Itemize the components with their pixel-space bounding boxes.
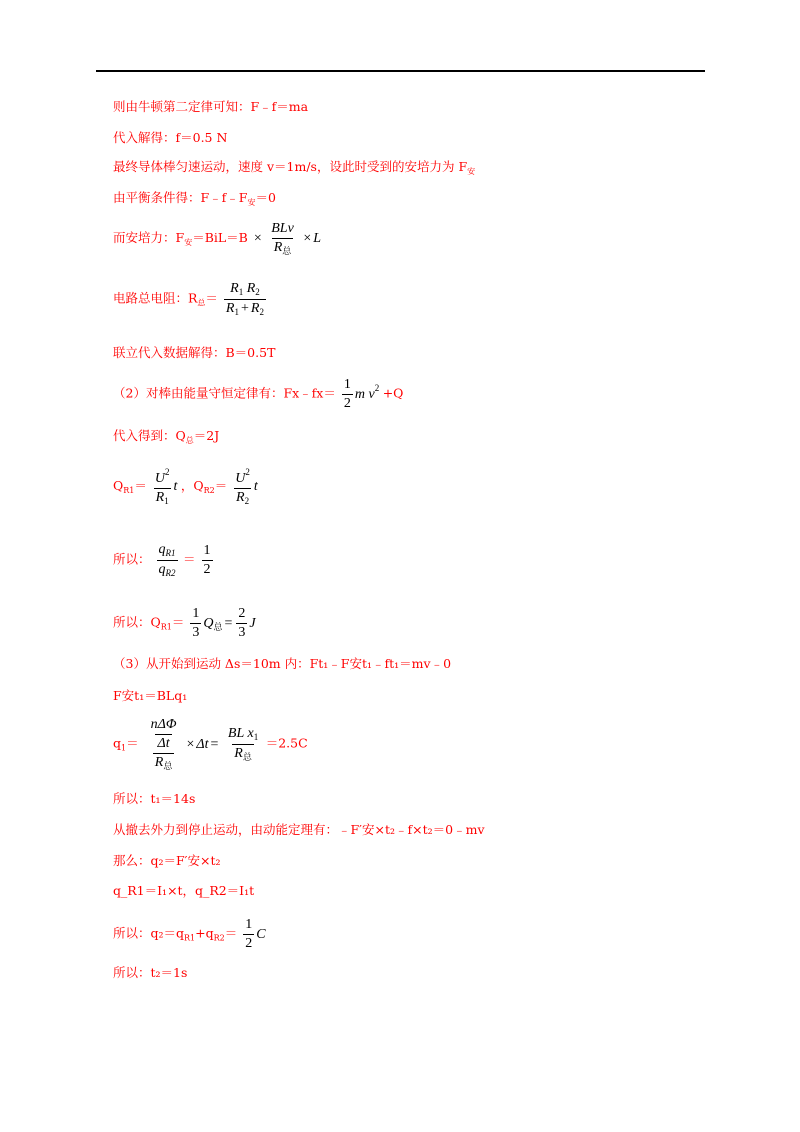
charge-ratio-formula: $\frac{q_{R1}}{q_{R2}}$: [158, 542, 176, 578]
line-energy-conservation: （2）对棒由能量守恒定律有：Fx﹣fx＝ $\frac{1}{2}$ m $v^2 +Q$: [113, 377, 404, 411]
line-newton-law: 则由牛顿第二定律可知：F﹣f＝ma: [113, 99, 309, 114]
line-total-resistance: 电路总电阻：$R_总=$ $\frac{R_1 R_2}{R_1 + R_2}$: [113, 282, 268, 317]
line-charge-ratio: 所以： $\frac{q_{R1}}{q_{R2}}$ ＝ $\frac{1}{2}$: [113, 543, 215, 578]
line-charge-resistors: q_R1＝I₁×t，q_R2＝I₁t: [113, 883, 255, 898]
line-total-heat: 代入得到：$Q_总=2J$: [113, 428, 220, 445]
kinetic-energy-formula: $\frac{1}{2}$ m $v^2$: [343, 377, 380, 411]
line-charge-sum: 所以：$q_2=q_{R1}+q_{R2}=$ $\frac{1}{2}$ C: [113, 917, 266, 951]
total-resistance-formula: $\frac{R_1 R_2}{R_1 + R_2}$: [225, 281, 264, 317]
line-uniform-motion: 最终导体棒匀速运动，速度 v＝1m/s，设此时受到的安培力为 $F_安$: [113, 159, 476, 176]
line-ampere-force: 而安培力：$F_安=BiL=B$ × $\frac{\text{BLv}}{R_总}$ × L: [113, 221, 322, 256]
heat-r2-formula: $\frac{U^2}{R_2}$ t: [235, 467, 258, 506]
charge-sum-value: $\frac{1}{2}$ C: [245, 917, 266, 951]
header-rule: [96, 70, 705, 72]
ratio-value: $\frac{1}{2}$: [203, 543, 211, 577]
line-kinetic-theorem: 从撤去外力到停止运动，由动能定理有：﹣F′安×t₂﹣f×t₂＝0﹣mv: [113, 822, 485, 837]
line-charge-q1: $q_1=$ $\frac{\frac{\text{nΔΦ}}{\Delta t}}{R_总}$ × Δt = $\frac{BL x_1}{R_总}$ ＝2.5C: [113, 717, 308, 771]
line-time-t1: 所以：t₁＝14s: [113, 791, 196, 806]
ampere-force-formula: × $\frac{\text{BLv}}{R_总}$ × L: [253, 221, 322, 256]
line-heat-r1: 所以：$Q_{R1}=$ $\frac{1}{3}$ $Q_总$ = $\frac{2}{3}$ J: [113, 606, 256, 640]
heat-r1-value: $\frac{1}{3}$ $Q_总$ = $\frac{2}{3}$ J: [192, 606, 256, 640]
line-impulse-ampere: F安t₁＝BLq₁: [113, 688, 188, 703]
line-equilibrium: 由平衡条件得：$F﹣f﹣F_安=0$: [113, 190, 276, 207]
line-time-t2: 所以：t₂＝1s: [113, 965, 188, 980]
line-friction-result: 代入解得：f＝0.5 N: [113, 130, 228, 145]
heat-r1-formula: $\frac{U^2}{R_1}$ t: [154, 467, 178, 506]
line-impulse: （3）从开始到运动 Δs＝10m 内：Ft₁﹣F安t₁﹣ft₁＝mv﹣0: [113, 656, 452, 671]
line-heat-resistors: $Q_{R1}=$ $\frac{U^2}{R_1}$ t ，$Q_{R2}=$ $\frac{U^2}{R_2}$ t: [113, 467, 258, 506]
charge-q1-formula: $\frac{\frac{\text{nΔΦ}}{\Delta t}}{R_总}$ × Δt = $\frac{BL x_1}{R_总}$: [150, 717, 259, 771]
line-charge-q2: 那么：q₂＝F′安×t₂: [113, 853, 221, 868]
line-solve-b: 联立代入数据解得：B＝0.5T: [113, 345, 276, 360]
